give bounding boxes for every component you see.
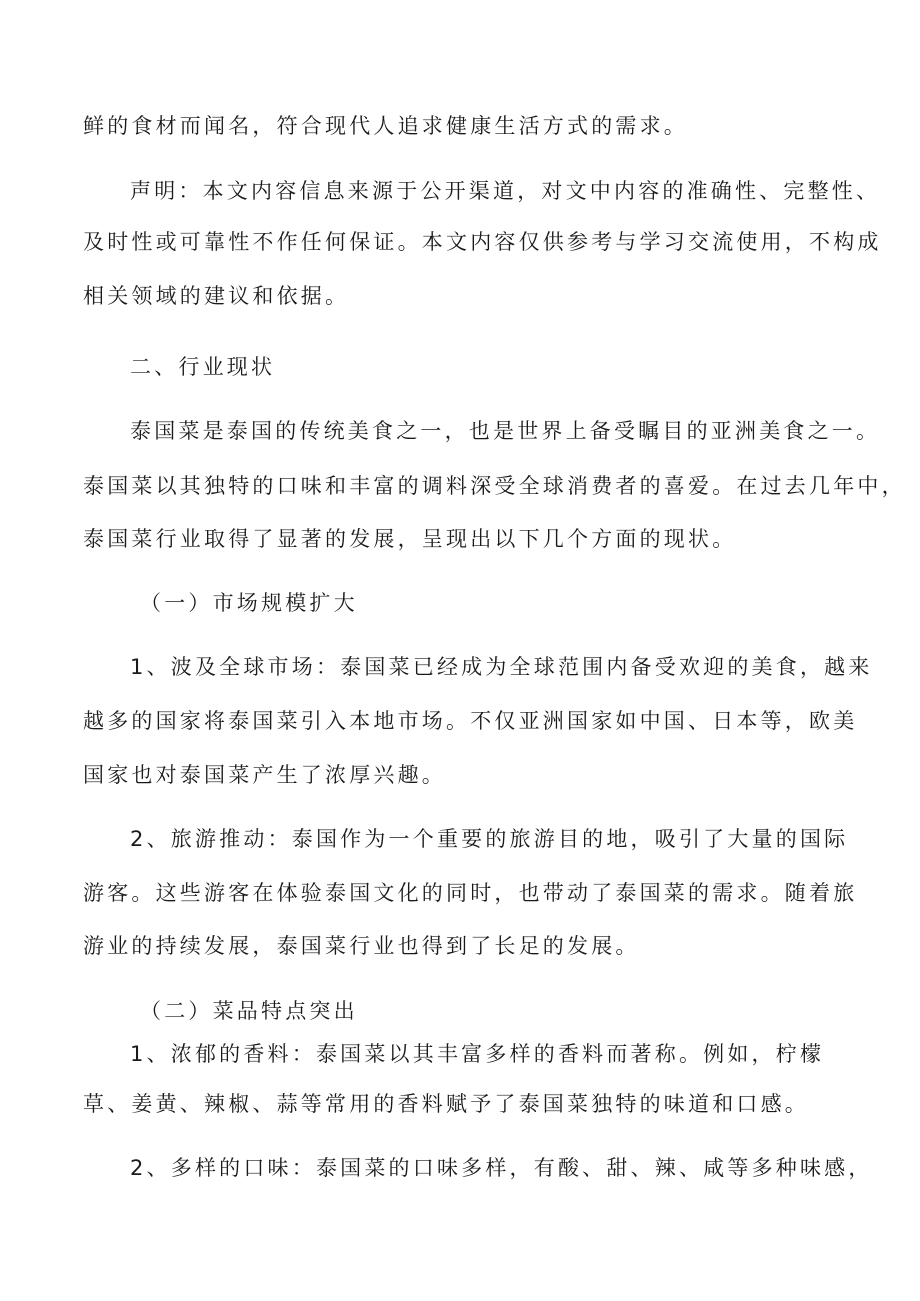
list-item-line: 游客。这些游客在体验泰国文化的同时，也带动了泰国菜的需求。随着旅 [83, 881, 858, 905]
list-item-line: 1、波及全球市场：泰国菜已经成为全球范围内备受欢迎的美食，越来 [130, 655, 873, 679]
list-item-line: 1、浓郁的香料：泰国菜以其丰富多样的香料而著称。例如，柠檬 [130, 1042, 825, 1066]
disclaimer-line: 及时性或可靠性不作任何保证。本文内容仅供参考与学习交流使用，不构成 [83, 230, 882, 254]
list-item-line: 2、多样的口味：泰国菜的口味多样，有酸、甜、辣、咸等多种味感， [130, 1156, 873, 1180]
list-item-line: 2、旅游推动：泰国作为一个重要的旅游目的地，吸引了大量的国际 [130, 827, 849, 851]
subsection-heading: （一）市场规模扩大 [140, 591, 358, 615]
list-item-line: 游业的持续发展，泰国菜行业也得到了长足的发展。 [83, 934, 640, 958]
subsection-heading: （二）菜品特点突出 [140, 999, 358, 1023]
list-item-line: 越多的国家将泰国菜引入本地市场。不仅亚洲国家如中国、日本等，欧美 [83, 709, 858, 733]
paragraph-line: 泰国菜以其独特的口味和丰富的调料深受全球消费者的喜爱。在过去几年中， [83, 474, 906, 498]
disclaimer-line: 声明：本文内容信息来源于公开渠道，对文中内容的准确性、完整性、 [130, 179, 881, 203]
list-item-line: 草、姜黄、辣椒、蒜等常用的香料赋予了泰国菜独特的味道和口感。 [83, 1092, 809, 1116]
list-item-line: 国家也对泰国菜产生了浓厚兴趣。 [83, 763, 446, 787]
section-heading: 二、行业现状 [130, 355, 276, 379]
paragraph-line: 鲜的食材而闻名，符合现代人追求健康生活方式的需求。 [83, 114, 688, 138]
paragraph-line: 泰国菜是泰国的传统美食之一，也是世界上备受瞩目的亚洲美食之一。 [130, 419, 881, 443]
paragraph-line: 泰国菜行业取得了显著的发展，呈现出以下几个方面的现状。 [83, 527, 737, 551]
disclaimer-line: 相关领域的建议和依据。 [83, 284, 350, 308]
